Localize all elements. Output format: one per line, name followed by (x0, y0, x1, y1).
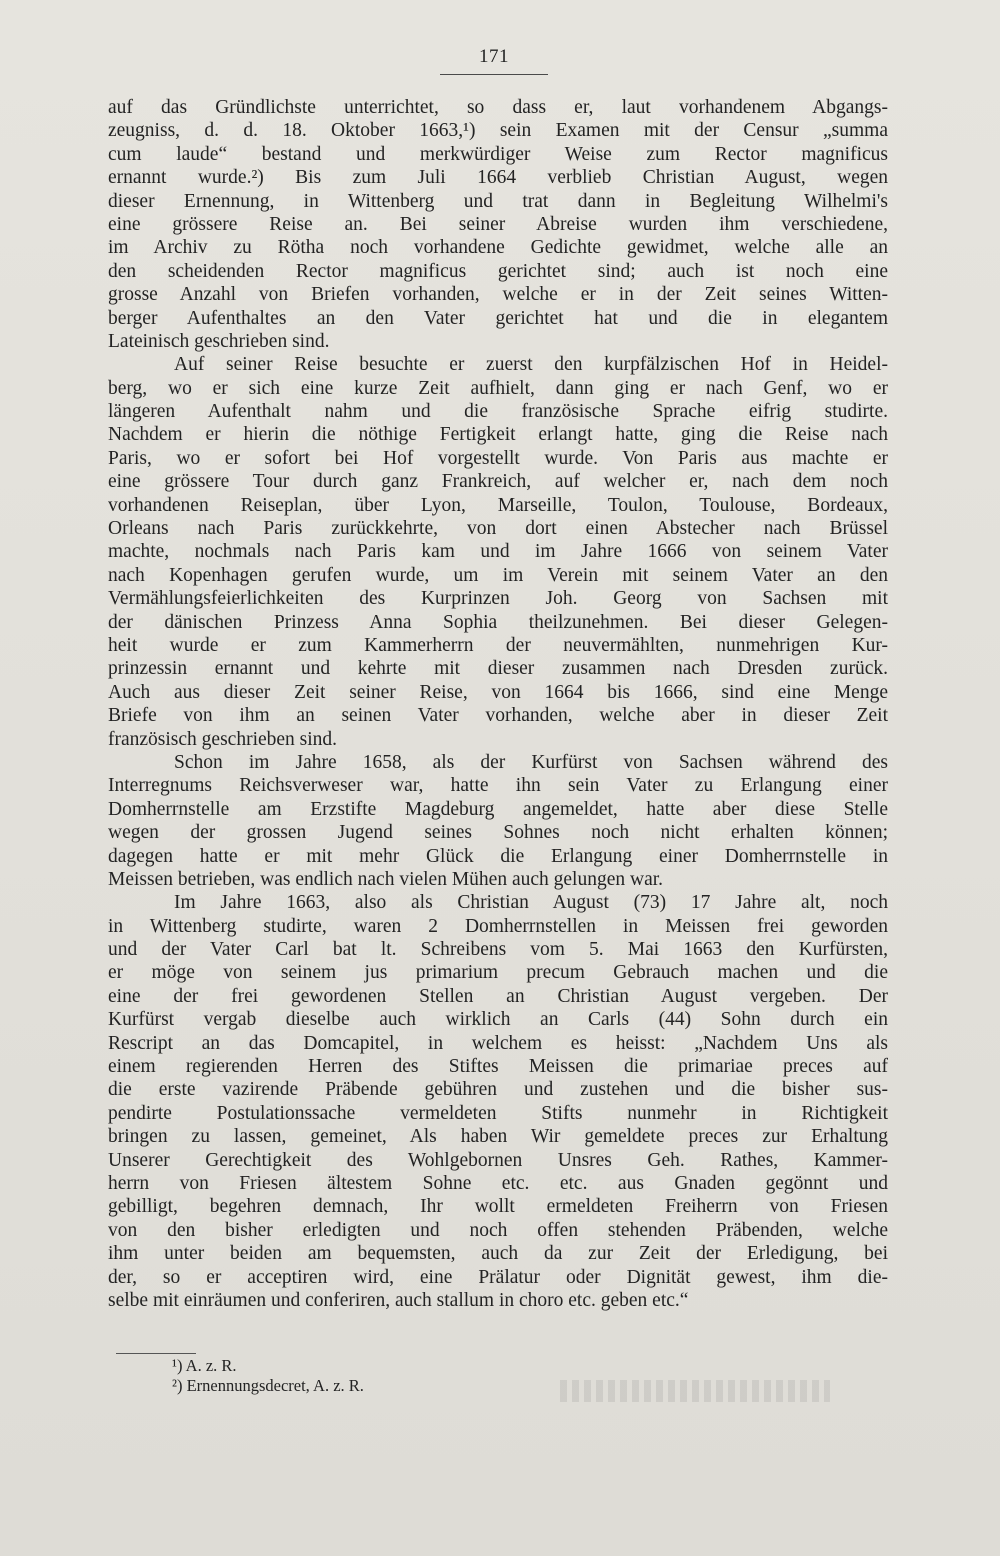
text-line: der, so er acceptiren wird, eine Prälatur oder Dignität gewest, ihm die- (108, 1266, 888, 1288)
text-line: grosse Anzahl von Briefen vorhanden, welche er in der Zeit seines Witten- (108, 284, 888, 306)
text-line: Im Jahre 1663, also als Christian August (73) 17 Jahre alt, noch (174, 892, 888, 914)
text-line: eine grössere Tour durch ganz Frankreich, auf welcher er, nach dem noch (108, 471, 888, 493)
text-line: Meissen betrieben, was endlich nach vielen Mühen auch gelungen war. (108, 868, 664, 890)
text-line: heit wurde er zum Kammerherrn der neuvermählten, nunmehrigen Kur- (108, 634, 888, 656)
text-line: pendirte Postulationssache vermeldeten Stifts nunmehr in Richtigkeit (108, 1102, 888, 1124)
text-line: gebilligt, begehren demnach, Ihr wollt ermeldeten Freiherrn von Friesen (108, 1196, 888, 1218)
text-line: eine der frei gewordenen Stellen an Christian August vergeben. Der (108, 985, 888, 1007)
text-line: Kurfürst vergab dieselbe auch wirklich an Carls (44) Sohn durch ein (108, 1009, 888, 1031)
text-line: Briefe von ihm an seinen Vater vorhanden, welche aber in dieser Zeit (108, 705, 888, 727)
text-line: Domherrnstelle am Erzstifte Magdeburg angemeldet, hatte aber diese Stelle (108, 798, 888, 820)
page-number: 171 (479, 46, 509, 67)
text-line: der dänischen Prinzess Anna Sophia theilzunehmen. Bei dieser Gelegen- (108, 611, 888, 633)
text-line: Unserer Gerechtigkeit des Wohlgebornen Unsres Geh. Rathes, Kammer- (108, 1149, 888, 1171)
text-line: ihm unter beiden am bequemsten, auch da zur Zeit der Erledigung, bei (108, 1243, 888, 1265)
text-line: machte, nochmals nach Paris kam und im Jahre 1666 von seinem Vater (108, 541, 888, 563)
text-line: Orleans nach Paris zurückkehrte, von dort einen Abstecher nach Brüssel (108, 518, 888, 540)
text-line: den scheidenden Rector magnificus gerichtet sind; auch ist noch eine (108, 260, 888, 282)
text-line: von den bisher erledigten und noch offen stehenden Präbenden, welche (108, 1219, 888, 1241)
text-line: berg, wo er sich eine kurze Zeit aufhielt, dann ging er nach Genf, wo er (108, 377, 888, 399)
text-line: in Wittenberg studirte, waren 2 Domherrnstellen in Meissen frei geworden (108, 915, 888, 937)
text-line: die erste vazirende Präbende gebühren und zustehen und die bisher sus- (108, 1079, 888, 1101)
text-line: Paris, wo er sofort bei Hof vorgestellt wurde. Von Paris aus machte er (108, 447, 888, 469)
footnote: ²) Ernennungsdecret, A. z. R. (172, 1376, 364, 1395)
text-line: Auf seiner Reise besuchte er zuerst den kurpfälzischen Hof in Heidel- (174, 354, 888, 376)
body-text (108, 96, 888, 1312)
text-line: Schon im Jahre 1658, als der Kurfürst von Sachsen während des (174, 751, 888, 773)
text-line: auf das Gründlichste unterrichtet, so dass er, laut vorhandenem Abgangs- (108, 97, 888, 118)
footnote: ¹) A. z. R. (172, 1356, 237, 1375)
text-line: vorhandenen Reiseplan, über Lyon, Marseille, Toulon, Toulouse, Bordeaux, (108, 494, 888, 516)
footnote-rule (116, 1353, 196, 1354)
text-line: einem regierenden Herren des Stiftes Meissen die primariae preces auf (108, 1056, 888, 1078)
text-line: französisch geschrieben sind. (108, 728, 338, 750)
text-line: und der Vater Carl bat lt. Schreibens vom 5. Mai 1663 den Kurfürsten, (108, 939, 888, 961)
text-line: dieser Ernennung, in Wittenberg und trat dann in Begleitung Wilhelmi's (108, 190, 888, 212)
text-line: Interregnums Reichsverweser war, hatte ihn sein Vater zu Erlangung einer (108, 775, 888, 797)
text-line: er möge von seinem jus primarium precum Gebrauch machen und die (108, 962, 888, 984)
text-line: dagegen hatte er mit mehr Glück die Erlangung einer Domherrnstelle in (108, 845, 888, 867)
text-line: Nachdem er hierin die nöthige Fertigkeit erlangt hatte, ging die Reise nach (108, 424, 888, 446)
text-line: bringen zu lassen, gemeinet, Als haben Wir gemeldete preces zur Erhaltung (108, 1126, 888, 1148)
text-line: eine grössere Reise an. Bei seiner Abreise wurden ihm verschiedene, (108, 213, 888, 235)
text-line: selbe mit einräumen und conferiren, auch stallum in choro etc. geben etc.“ (108, 1289, 689, 1311)
text-line: prinzessin ernannt und kehrte mit dieser zusammen nach Dresden zurück. (108, 658, 888, 680)
text-line: wegen der grossen Jugend seines Sohnes noch nicht erhalten können; (108, 822, 888, 844)
text-line: berger Aufenthaltes an den Vater gerichtet hat und die in elegantem (108, 307, 888, 329)
header-rule (440, 74, 548, 75)
text-line: zeugniss, d. d. 18. Oktober 1663,¹) sein Examen mit der Censur „summa (108, 120, 888, 142)
bleed-through-mark (560, 1380, 830, 1402)
text-line: Lateinisch geschrieben sind. (108, 330, 330, 352)
text-line: ernannt wurde.²) Bis zum Juli 1664 verblieb Christian August, wegen (108, 167, 888, 189)
text-line: längeren Aufenthalt nahm und die französische Sprache eifrig studirte. (108, 401, 888, 423)
text-line: Vermählungsfeierlichkeiten des Kurprinzen Joh. Georg von Sachsen mit (108, 588, 888, 610)
text-line: Auch aus dieser Zeit seiner Reise, von 1664 bis 1666, sind eine Menge (108, 681, 888, 703)
text-line: cum laude“ bestand und merkwürdiger Weise zum Rector magnificus (108, 143, 888, 165)
text-line: nach Kopenhagen gerufen wurde, um im Verein mit seinem Vater an den (108, 564, 888, 586)
text-line: herrn von Friesen ältestem Sohne etc. etc. aus Gnaden gegönnt und (108, 1172, 888, 1194)
text-line: im Archiv zu Rötha noch vorhandene Gedichte gewidmet, welche alle an (108, 237, 888, 259)
text-line: Rescript an das Domcapitel, in welchem es heisst: „Nachdem Uns als (108, 1032, 888, 1054)
